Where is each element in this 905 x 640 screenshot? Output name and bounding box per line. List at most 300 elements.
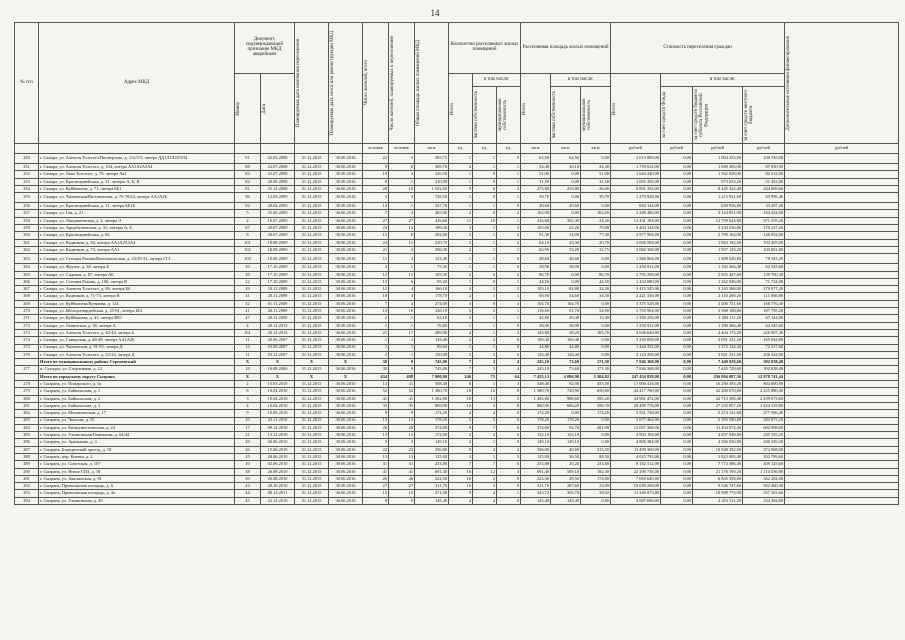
- table-cell: 10: [363, 308, 389, 315]
- table-cell: 8: [389, 497, 415, 504]
- col-doc-number: Номер: [236, 101, 241, 116]
- table-cell: 262: [15, 246, 39, 253]
- address-cell: Итого по городскому округу Сызрань: [39, 373, 235, 380]
- table-cell: 38,20: [551, 329, 581, 336]
- table-cell: 68,90: [521, 293, 551, 300]
- table-cell: 35: [389, 402, 415, 409]
- table-cell: 71 734,00: [743, 278, 785, 285]
- table-cell: 2 790 164,00: [693, 232, 743, 239]
- unit-cell: рублей: [661, 144, 693, 154]
- table-cell: 9: [389, 366, 415, 373]
- table-cell: 42,80: [521, 315, 551, 322]
- table-cell: 30.06.2016: [329, 264, 363, 271]
- table-cell: 2: [497, 232, 521, 239]
- table-cell: 3: [449, 351, 473, 358]
- table-cell: 30.06.2016: [329, 210, 363, 217]
- unit-cell: кв.м: [551, 144, 581, 154]
- table-cell: 281,90: [581, 424, 611, 431]
- table-cell: 31.12.2015: [295, 315, 329, 322]
- table-cell: 23.11.2010: [261, 417, 295, 424]
- table-cell: 30.06.2016: [329, 395, 363, 402]
- table-cell: 38,90: [551, 264, 581, 271]
- table-cell: 149,10: [521, 439, 551, 446]
- table-cell: 4 025 792,00: [611, 453, 661, 460]
- table-cell: 20.12.2015: [261, 329, 295, 336]
- table-cell: 10.11.2009: [261, 286, 295, 293]
- table-cell: 0,00: [661, 329, 693, 336]
- table-cell: 1: [473, 164, 497, 171]
- table-cell: 8: [235, 232, 261, 239]
- table-cell: 0,00: [661, 461, 693, 468]
- table-cell: 508,40: [415, 381, 449, 388]
- table-cell: 3: [473, 359, 497, 366]
- table-cell: 267: [15, 286, 39, 293]
- table-cell: 1 669 306,00: [693, 164, 743, 171]
- table-cell: 3 823 003,40: [693, 453, 743, 460]
- table-cell: 31.12.2015: [295, 185, 329, 192]
- table-cell: 30: [363, 366, 389, 373]
- table-cell: 271: [15, 315, 39, 322]
- table-cell: 52: [389, 388, 415, 395]
- table-cell: 4: [449, 410, 473, 417]
- col-cost-incl: в том числе:: [661, 74, 785, 87]
- unit-cell: [39, 144, 235, 154]
- table-cell: 103: [235, 254, 261, 264]
- table-cell: 0,00: [661, 468, 693, 475]
- table-cell: 860,90: [521, 402, 551, 409]
- table-cell: 5: [389, 154, 415, 164]
- table-cell: 30.06.2016: [329, 185, 363, 192]
- table-cell: 30.06.2016: [329, 417, 363, 424]
- table-cell: 42 713 398,40: [693, 395, 743, 402]
- table-cell: [785, 232, 899, 239]
- table-cell: 1 957 129,20: [693, 246, 743, 253]
- col-area-private: частная собственность: [552, 91, 558, 139]
- table-cell: 1 382,80: [521, 395, 551, 402]
- address-cell: г. Сызрань, ул. Ульяновская, д. 49: [39, 497, 235, 504]
- address-cell: г. Самара, ул. Красноармейская, д. 31, литеры А, Б, В: [39, 178, 235, 185]
- table-cell: 0,00: [581, 322, 611, 329]
- table-cell: 0,00: [581, 203, 611, 210]
- table-cell: 4 096,90: [551, 373, 581, 380]
- table-cell: 30.06.2016: [329, 344, 363, 351]
- table-cell: 2 795 208,00: [611, 271, 661, 278]
- table-cell: 17.10.2009: [261, 271, 295, 278]
- table-cell: 1: [497, 164, 521, 171]
- table-cell: 39: [235, 475, 261, 482]
- address-cell: г. Самара, ул. Алексея Толстого, д. 22-24, литера Д: [39, 351, 235, 358]
- table-cell: 31.12.2015: [295, 271, 329, 278]
- table-cell: 31.12.2015: [295, 475, 329, 482]
- table-cell: [785, 359, 899, 366]
- table-cell: 3 415 545,00: [611, 286, 661, 293]
- col-area-total: Всего: [522, 102, 528, 115]
- table-cell: 149,10: [551, 439, 581, 446]
- table-cell: 31.12.2015: [295, 210, 329, 217]
- address-cell: г. Сызрань, ул. Чкалова, д. 55: [39, 417, 235, 424]
- table-cell: 10: [389, 185, 415, 192]
- address-cell: г. Сызрань, ул. Хвалынская, д. 81: [39, 475, 235, 482]
- table-cell: 86,70: [521, 271, 551, 278]
- table-cell: 8: [497, 475, 521, 482]
- table-cell: 0,00: [661, 278, 693, 285]
- unit-cell: ед.: [497, 144, 521, 154]
- table-cell: 30.06.2016: [329, 217, 363, 224]
- table-cell: 36,50: [551, 453, 581, 460]
- table-row: [15, 154, 899, 164]
- table-cell: 0: [497, 351, 521, 358]
- table-cell: 3: [235, 395, 261, 402]
- table-cell: 309,70: [415, 164, 449, 171]
- table-cell: 1: [389, 344, 415, 351]
- table-cell: 29.07.2009: [261, 225, 295, 232]
- table-cell: 16.08.2006: [261, 366, 295, 373]
- table-cell: 92: [235, 203, 261, 210]
- table-cell: 143,40: [415, 337, 449, 344]
- table-cell: 2: [235, 381, 261, 388]
- table-cell: 172,00: [415, 432, 449, 439]
- table-cell: 2: [235, 217, 261, 224]
- table-cell: 7: [363, 300, 389, 307]
- table-cell: 0: [473, 171, 497, 178]
- table-cell: 11 454 072,40: [693, 424, 743, 431]
- address-cell: г. Самара, ул. Садовая, д. 87, литера АБ: [39, 271, 235, 278]
- table-cell: 288,70: [581, 402, 611, 409]
- table-cell: 145,40: [551, 497, 581, 504]
- table-cell: 0,00: [551, 171, 581, 178]
- table-cell: 3 288 480,00: [611, 210, 661, 217]
- col-count-private: частная собственность: [474, 91, 480, 139]
- table-cell: 254: [15, 185, 39, 192]
- table-cell: 1: [473, 225, 497, 232]
- table-cell: 30.06.2016: [329, 461, 363, 468]
- table-cell: 26.08.2010: [261, 468, 295, 475]
- table-cell: 4: [497, 300, 521, 307]
- table-cell: 11: [449, 217, 473, 224]
- table-cell: 104,70: [551, 300, 581, 307]
- table-cell: 30.06.2016: [329, 308, 363, 315]
- table-cell: 0,00: [551, 278, 581, 285]
- table-cell: 3: [449, 308, 473, 315]
- address-cell: г. Самара, ул. Чапаевская, д. 91-93, литера Д: [39, 344, 235, 351]
- table-cell: 1 444 352,00: [611, 344, 661, 351]
- table-cell: 30.06.2016: [329, 171, 363, 178]
- table-cell: 78 343,20: [743, 254, 785, 264]
- table-cell: 172,20: [415, 410, 449, 417]
- table-row: [15, 217, 899, 224]
- table-cell: 1: [473, 329, 497, 336]
- table-cell: 31: [389, 461, 415, 468]
- table-cell: 165 844,80: [743, 337, 785, 344]
- table-cell: 92,70: [551, 424, 581, 431]
- table-cell: 277 586,40: [743, 410, 785, 417]
- table-cell: 7 900,80: [415, 373, 449, 380]
- table-cell: 1 215 931,60: [693, 193, 743, 203]
- table-cell: 356,00: [521, 446, 551, 453]
- table-cell: 1: [449, 278, 473, 285]
- table-cell: 03.09.2007: [261, 344, 295, 351]
- table-row: [15, 475, 899, 482]
- table-cell: 9: [235, 410, 261, 417]
- table-cell: 26.08.2010: [261, 475, 295, 482]
- table-cell: 20,60: [551, 203, 581, 210]
- table-cell: 2 013 800,00: [611, 154, 661, 164]
- table-cell: 20,20: [551, 461, 581, 468]
- table-cell: 10: [449, 475, 473, 482]
- address-cell: г. Самара, ул. Фрунзе, д. 38, литера Б: [39, 264, 235, 271]
- table-cell: 2 221 336,00: [611, 293, 661, 300]
- table-cell: 44: [235, 490, 261, 497]
- table-cell: [785, 351, 899, 358]
- table-row: [15, 225, 899, 232]
- table-cell: 0: [497, 439, 521, 446]
- table-cell: [785, 308, 899, 315]
- table-cell: 22.07.2008: [261, 164, 295, 171]
- table-cell: 311,70: [521, 483, 551, 490]
- table-cell: 3: [363, 264, 389, 271]
- table-cell: 10.04.2010: [261, 388, 295, 395]
- table-cell: 31.12.2015: [295, 395, 329, 402]
- table-row: [15, 178, 899, 185]
- table-cell: 285: [15, 432, 39, 439]
- table-cell: 126,10: [415, 308, 449, 315]
- table-cell: 18.08.2009: [261, 239, 295, 246]
- table-cell: 2 066 584,00: [611, 239, 661, 246]
- table-cell: 13: [235, 344, 261, 351]
- unit-cell: [15, 144, 39, 154]
- table-cell: 31.12.2015: [295, 232, 329, 239]
- table-cell: 31.12.2015: [295, 239, 329, 246]
- col-total-area: Общая площадь жилых помещений МКД: [416, 39, 422, 127]
- table-cell: 41: [389, 468, 415, 475]
- table-cell: 29: [235, 439, 261, 446]
- address-cell: г. Сызрань, Приволжская площадь, д. 4а: [39, 490, 235, 497]
- table-cell: 602 908,60: [743, 424, 785, 431]
- table-cell: 3: [473, 366, 497, 373]
- table-cell: 4: [235, 402, 261, 409]
- table-cell: [785, 395, 899, 402]
- table-cell: 1: [473, 315, 497, 322]
- table-cell: 9: [449, 446, 473, 453]
- table-cell: 8: [449, 381, 473, 388]
- table-cell: 20.11.2009: [261, 293, 295, 300]
- table-cell: 0,00: [661, 210, 693, 217]
- table-cell: 255: [15, 193, 39, 203]
- col-area-group: Расселяемая площадь жилых помещений: [521, 23, 611, 74]
- table-cell: 4: [473, 432, 497, 439]
- table-cell: 30.06.2016: [329, 329, 363, 336]
- table-cell: 0,00: [551, 178, 581, 185]
- table-cell: 245,10: [521, 366, 551, 373]
- table-cell: 82: [235, 178, 261, 185]
- table-cell: 20,70: [581, 239, 611, 246]
- units-row: [15, 144, 899, 154]
- table-cell: 30.06.2016: [329, 483, 363, 490]
- table-cell: 17.10.2009: [261, 264, 295, 271]
- table-cell: 8: [363, 178, 389, 185]
- table-cell: 26: [363, 475, 389, 482]
- table-cell: 28.10.2010: [261, 483, 295, 490]
- table-cell: 13: [389, 453, 415, 460]
- table-cell: 9: [363, 164, 389, 171]
- table-cell: 31.12.2015: [295, 381, 329, 388]
- table-cell: [785, 468, 899, 475]
- table-cell: 1 279 928,00: [611, 193, 661, 203]
- table-cell: 245,10: [521, 359, 551, 366]
- table-cell: 62,50: [521, 154, 551, 164]
- table-cell: 13: [363, 278, 389, 285]
- table-cell: 0,00: [661, 171, 693, 178]
- address-cell: г. Самара, ул. Алексея Толстого, д. 104, литера АА1А2А3А4: [39, 164, 235, 171]
- table-cell: X: [235, 373, 261, 380]
- table-cell: 0,00: [661, 164, 693, 171]
- address-cell: г. Сызрань, ул. Новое СПЗ, д. 18: [39, 468, 235, 475]
- table-cell: 31.12.2015: [295, 468, 329, 475]
- address-cell: г. Самара, ул. Степана Разина, д. 106, литера В: [39, 278, 235, 285]
- table-cell: 251: [15, 164, 39, 171]
- table-cell: 22: [235, 278, 261, 285]
- table-cell: 0: [497, 254, 521, 264]
- table-cell: 31.12.2015: [295, 264, 329, 271]
- table-cell: 1 283 111,20: [693, 315, 743, 322]
- address-cell: г. Самара, ул. Самарская, д. 48-48, литера АА1А2Б: [39, 337, 235, 344]
- table-cell: 222,50: [415, 475, 449, 482]
- table-cell: 10.04.2010: [261, 402, 295, 409]
- table-cell: 287: [15, 446, 39, 453]
- table-cell: 233,80: [581, 461, 611, 468]
- address-cell: г. Самара, ул. Куйбышева/Кутякова, д. 124: [39, 300, 235, 307]
- col-doc-group: Документ, подтверждающий признание МКД аварийным: [235, 23, 295, 74]
- table-cell: 62 545,60: [743, 264, 785, 271]
- table-cell: 10.08.2009: [261, 254, 295, 264]
- table-cell: 41: [363, 395, 389, 402]
- table-cell: 30.06.2016: [329, 293, 363, 300]
- table-cell: 257: [15, 210, 39, 217]
- table-cell: 0: [497, 410, 521, 417]
- table-cell: 16: [449, 468, 473, 475]
- table-cell: 0: [473, 178, 497, 185]
- table-cell: 3 091 321,20: [693, 337, 743, 344]
- table-cell: 282: [15, 410, 39, 417]
- total-row: [15, 359, 899, 366]
- table-cell: 15: [363, 490, 389, 497]
- table-cell: 4 636 640,00: [611, 329, 661, 336]
- table-cell: 3 755 904,00: [611, 308, 661, 315]
- table-cell: 1: [473, 264, 497, 271]
- table-cell: 1: [449, 344, 473, 351]
- col-doc-date: Дата: [262, 103, 267, 114]
- table-cell: 1: [389, 315, 415, 322]
- table-cell: 9 546 747,60: [693, 483, 743, 490]
- table-cell: 34,60: [551, 293, 581, 300]
- table-cell: 1: [473, 246, 497, 253]
- table-cell: 253,80: [521, 461, 551, 468]
- table-row: [15, 490, 899, 497]
- table-cell: 8: [389, 232, 415, 239]
- table-cell: 22.07.2008: [261, 171, 295, 178]
- table-row: [15, 203, 899, 210]
- table-cell: 168 776,40: [743, 300, 785, 307]
- table-cell: 9: [449, 185, 473, 192]
- table-cell: 509,10: [551, 468, 581, 475]
- address-cell: г. Сызрань, Бородинский проезд, д. 18: [39, 446, 235, 453]
- table-cell: 226 907,40: [743, 329, 785, 336]
- table-cell: [785, 402, 899, 409]
- table-cell: 0,00: [661, 308, 693, 315]
- address-cell: г. Самара, ул. Водников, д. 73, литера АА1: [39, 246, 235, 253]
- unit-cell: [295, 144, 329, 154]
- table-cell: 13: [363, 453, 389, 460]
- table-cell: 31.12.2015: [295, 178, 329, 185]
- table-row: [15, 293, 899, 300]
- table-cell: 12 878 741,44: [743, 373, 785, 380]
- table-cell: 38,90: [551, 322, 581, 329]
- table-cell: 12: [363, 286, 389, 293]
- table-cell: 31.12.2015: [295, 439, 329, 446]
- table-cell: 27: [389, 217, 415, 224]
- table-cell: 27 235 857,20: [693, 402, 743, 409]
- table-cell: 22 290 736,00: [611, 468, 661, 475]
- table-cell: 0,00: [661, 185, 693, 192]
- table-cell: 1 488 520,80: [693, 254, 743, 264]
- table-cell: 3: [449, 232, 473, 239]
- table-cell: 1: [497, 490, 521, 497]
- table-cell: 67 144,80: [743, 315, 785, 322]
- table-cell: 1: [389, 203, 415, 210]
- table-row: [15, 483, 899, 490]
- table-cell: 19: [363, 171, 389, 178]
- table-cell: [785, 461, 899, 468]
- table-cell: 374,00: [415, 424, 449, 431]
- table-cell: 76,60: [415, 322, 449, 329]
- table-cell: 1 380,70: [415, 388, 449, 395]
- table-cell: 27: [363, 483, 389, 490]
- table-cell: 44 961 472,00: [611, 395, 661, 402]
- table-cell: 2: [473, 286, 497, 293]
- table-cell: 10: [473, 388, 497, 395]
- table-cell: 51 422,80: [743, 178, 785, 185]
- table-cell: 30.06.2016: [329, 351, 363, 358]
- table-cell: 31.12.2015: [295, 171, 329, 178]
- table-cell: 253,80: [415, 461, 449, 468]
- table-cell: 73,60: [551, 359, 581, 366]
- table-cell: 20: [363, 424, 389, 431]
- table-cell: 34,30: [581, 293, 611, 300]
- table-cell: 2: [389, 246, 415, 253]
- table-cell: 13: [363, 381, 389, 388]
- table-cell: 11: [235, 351, 261, 358]
- table-cell: 0,00: [581, 254, 611, 264]
- table-cell: 178,20: [521, 417, 551, 424]
- table-cell: 1 424 318,80: [743, 402, 785, 409]
- table-cell: 0,00: [661, 239, 693, 246]
- table-cell: X: [235, 359, 261, 366]
- table-cell: 30.07.2009: [261, 232, 295, 239]
- table-cell: 16 290 395,20: [693, 381, 743, 388]
- table-cell: 253,80: [551, 185, 581, 192]
- table-cell: 1 566 864,00: [611, 254, 661, 264]
- table-cell: 0,00: [661, 225, 693, 232]
- table-row: [15, 351, 899, 358]
- table-cell: 292,00: [415, 232, 449, 239]
- table-cell: 02.06.2010: [261, 461, 295, 468]
- table-cell: 174,00: [581, 475, 611, 482]
- table-cell: 30.06.2016: [329, 300, 363, 307]
- table-cell: 22: [389, 446, 415, 453]
- table-cell: 15.06.2010: [261, 446, 295, 453]
- table-cell: 31.12.2015: [295, 402, 329, 409]
- table-cell: 9: [389, 410, 415, 417]
